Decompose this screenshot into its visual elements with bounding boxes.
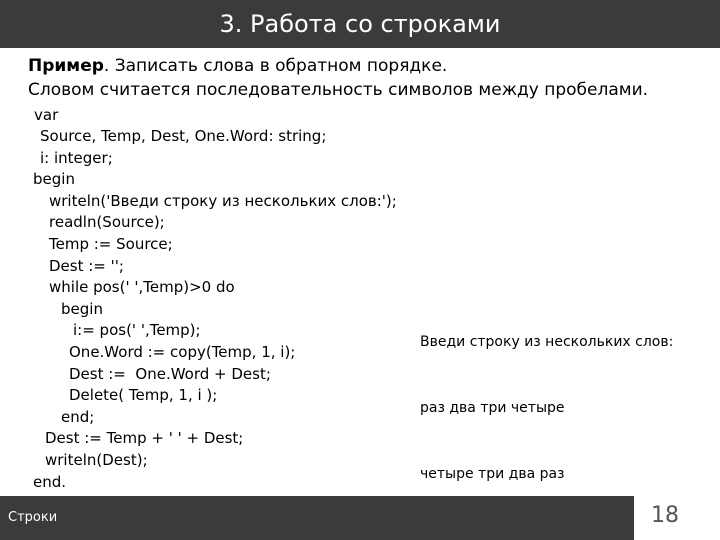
- code-line: begin: [61, 300, 103, 318]
- code-line: One.Word := copy(Temp, 1, i);: [69, 343, 296, 361]
- output-line: Введи строку из нескольких слов:: [420, 334, 674, 350]
- code-line: writeln(Dest);: [45, 451, 148, 469]
- output-line: раз два три четыре: [420, 400, 565, 416]
- footer-bar: [0, 496, 634, 540]
- intro-line-1-text: . Записать слова в обратном порядке.: [103, 56, 448, 76]
- code-line: end.: [33, 473, 67, 491]
- slide-title: 3. Работа со строками: [219, 10, 501, 38]
- intro-text: [28, 54, 708, 102]
- intro-line-1: [28, 54, 708, 78]
- code-line: Dest := One.Word + Dest;: [69, 365, 271, 383]
- code-line: Temp := Source;: [49, 235, 173, 253]
- intro-line-2: Словом считается последовательность символов между пробелами.: [28, 80, 649, 100]
- footer-label: Строки: [8, 510, 58, 525]
- code-line: writeln('Введи строку из нескольких слов:');: [49, 192, 397, 210]
- slide-title-bar: [0, 0, 720, 48]
- code-line: Dest := Temp + ' ' + Dest;: [45, 429, 244, 447]
- code-line: var: [34, 106, 59, 124]
- code-line: end;: [61, 408, 95, 426]
- code-line: i: integer;: [40, 149, 113, 167]
- code-line: while pos(' ',Temp)>0 do: [49, 278, 235, 296]
- code-line: Dest := '';: [49, 257, 124, 275]
- code-line: readln(Source);: [49, 213, 165, 231]
- code-line: i:= pos(' ',Temp);: [73, 321, 201, 339]
- code-line: Source, Temp, Dest, One.Word: string;: [40, 127, 327, 145]
- code-line: begin: [33, 170, 75, 188]
- example-label: Пример: [28, 56, 104, 76]
- code-line: Delete( Temp, 1, i );: [69, 386, 218, 404]
- page-number: 18: [651, 503, 679, 528]
- output-line: четыре три два раз: [420, 466, 565, 482]
- program-output: [420, 287, 673, 507]
